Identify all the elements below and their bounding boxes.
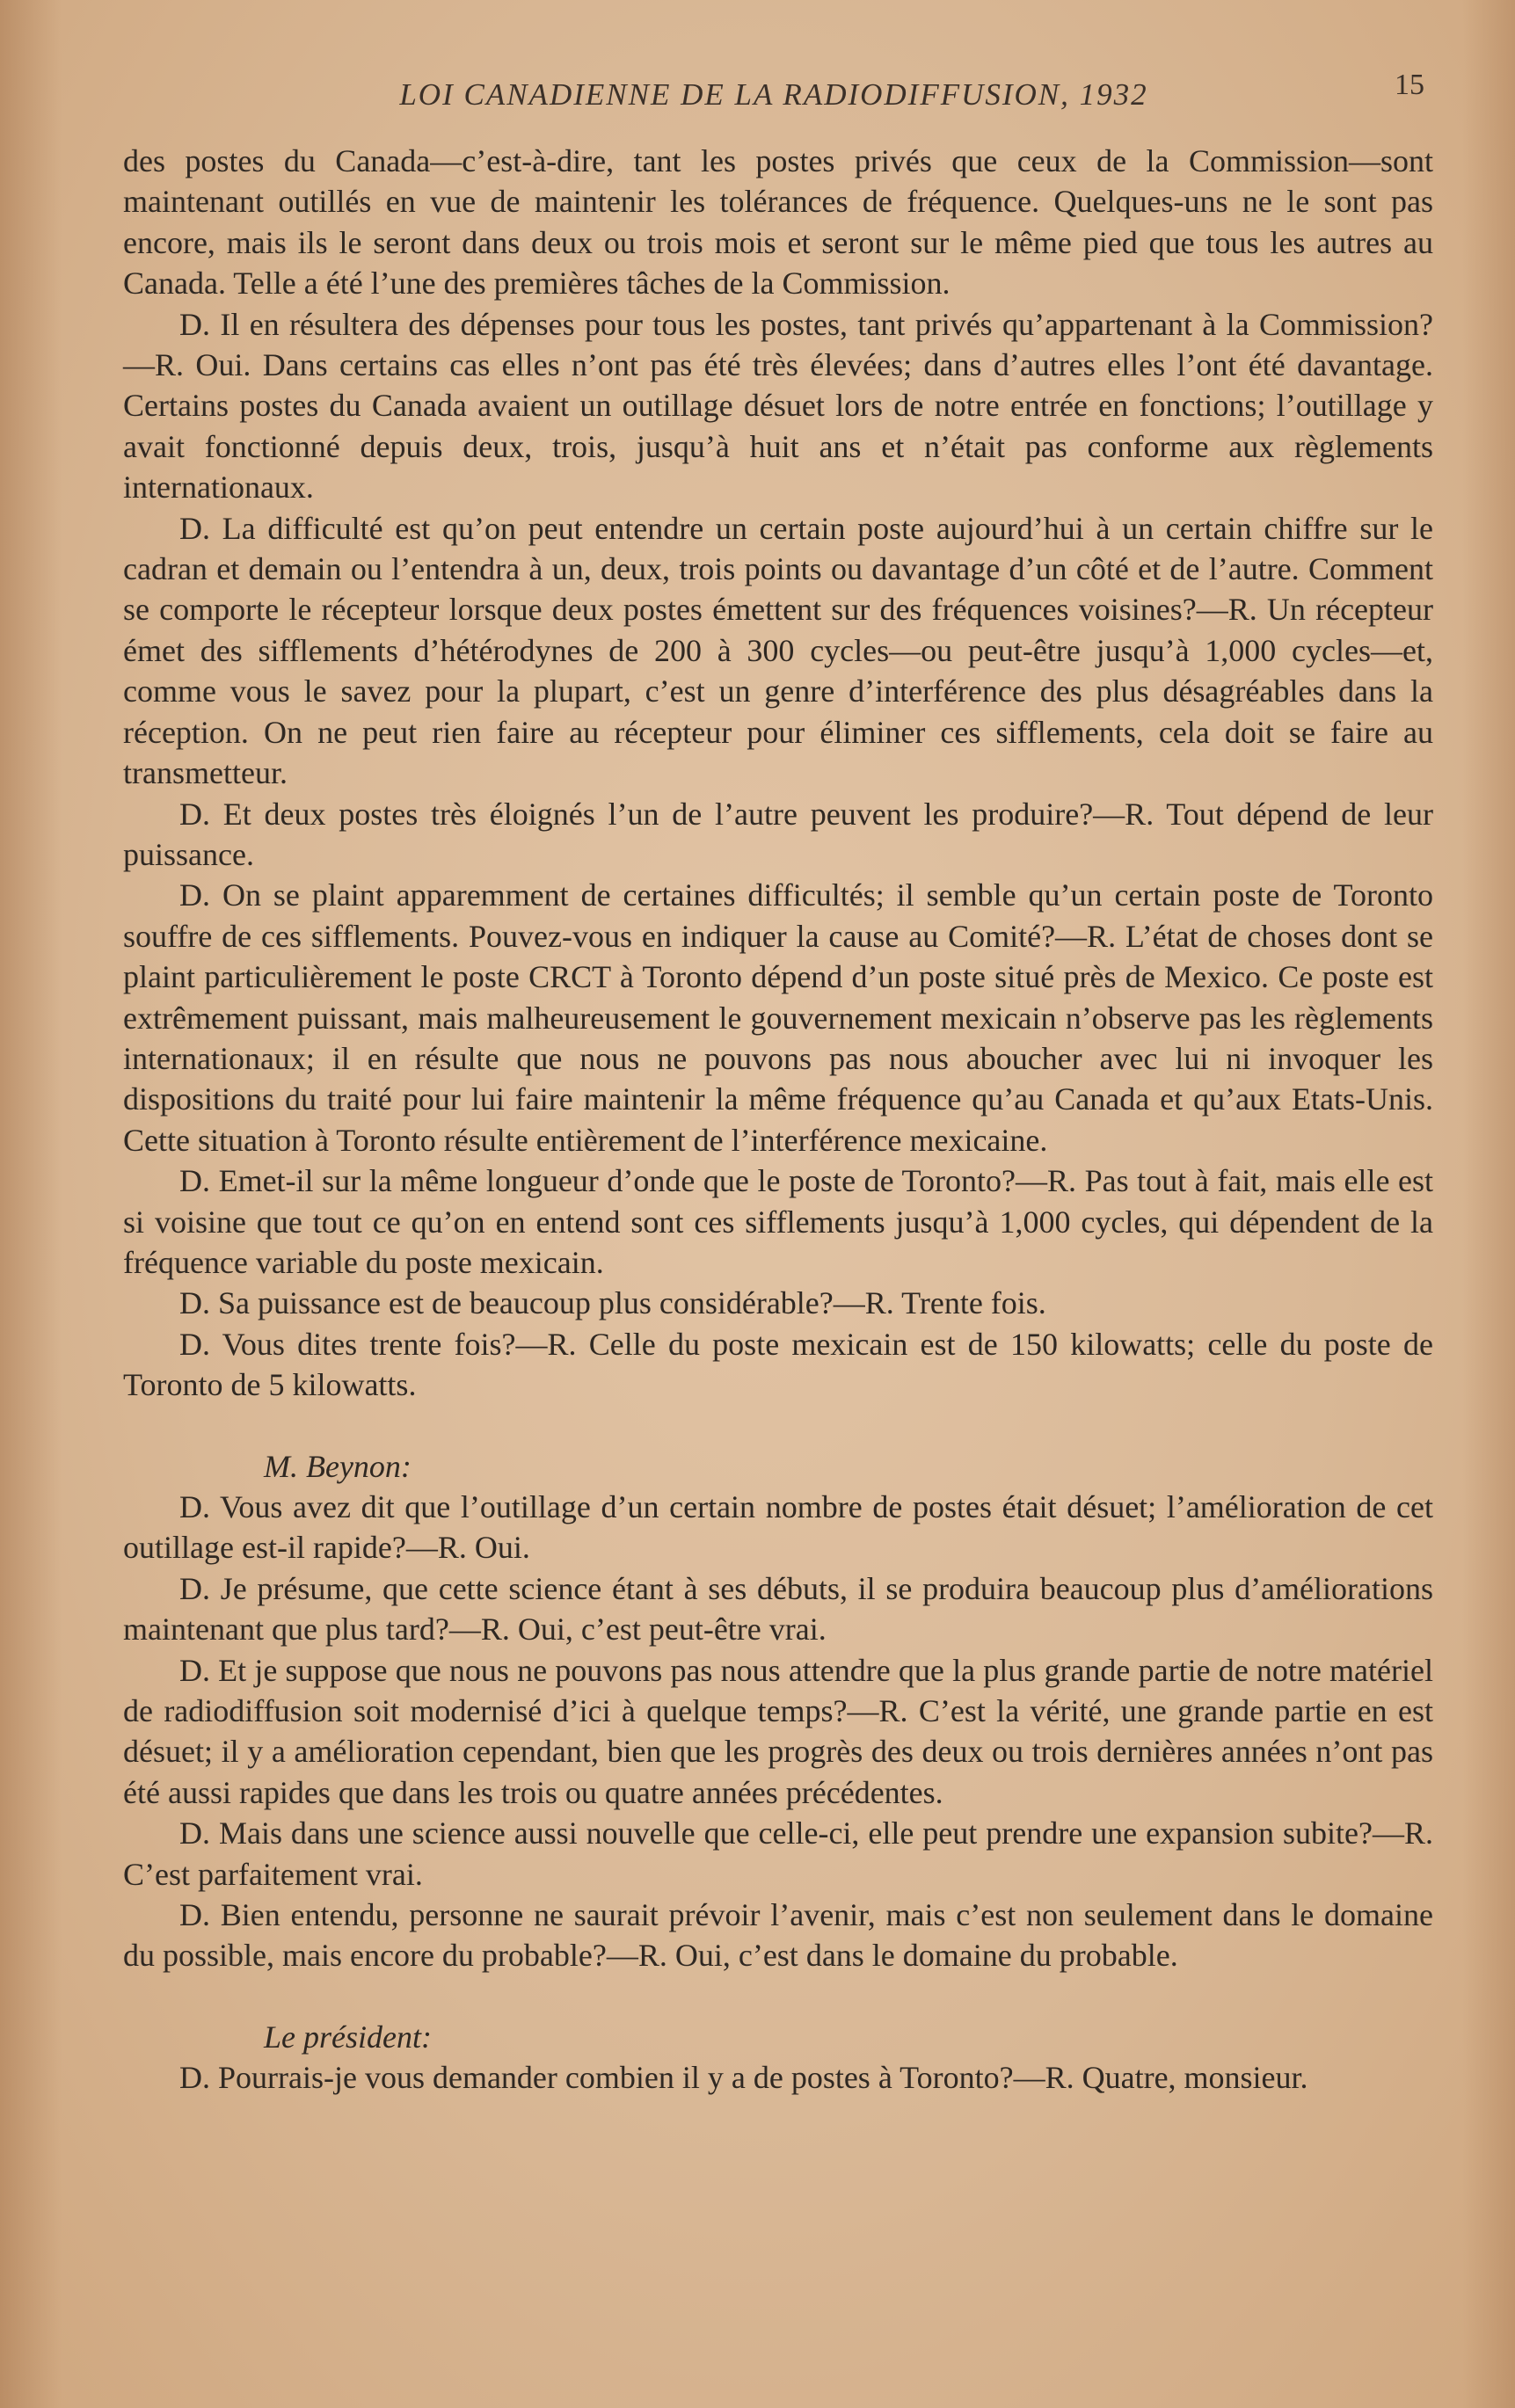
- paragraph: D. Mais dans une science aussi nouvelle que celle-ci, elle peut prendre une expansion subite?—R. C’est parfaitement vrai.: [123, 1815, 1433, 1892]
- paragraph: D. Vous dites trente fois?—R. Celle du poste mexicain est de 150 kilowatts; celle du poste de Toronto de 5 kilowatts.: [123, 1326, 1433, 1403]
- paragraph: D. Sa puissance est de beaucoup plus considérable?—R. Trente fois.: [179, 1285, 1046, 1321]
- paragraph: D. Et deux postes très éloignés l’un de l’autre peuvent les produire?—R. Tout dépend de leur puissance.: [123, 796, 1433, 872]
- paragraph: D. La difficulté est qu’on peut entendre un certain poste aujourd’hui à un certain chiffre sur le cadran et demain ou l’entendra à un, deux, trois points ou davantage d’un côté et de l’autre. Comment se comporte le récepteur lorsque deux postes émettent sur des fréquences voisines?—R. Un récepteur émet des sifflements d’hétérodynes de 200 à 300 cycles—ou peut-être jusqu’à 1,000 cycles—et, comme vous le savez pour la plupart, c’est un genre d’interférence des plus désagréables dans la réception. On ne peut rien faire au récepteur pour éliminer ces sifflements, cela doit se faire au transmetteur.: [123, 510, 1433, 791]
- page-header: [123, 69, 1424, 121]
- paragraph: D. Pourrais-je vous demander combien il y a de postes à Toronto?—R. Quatre, monsieur.: [179, 2060, 1308, 2096]
- paragraph: des postes du Canada—c’est-à-dire, tant les postes privés que ceux de la Commission—sont maintenant outillés en vue de maintenir les tolérances de fréquence. Quelques-uns ne le sont pas encore, mais ils le seront dans deux ou trois mois et seront sur le même pied que tous les autres au Canada. Telle a été l’une des premières tâches de la Commission.: [123, 143, 1433, 302]
- running-title: LOI CANADIENNE DE LA RADIODIFFUSION, 1932: [399, 77, 1148, 112]
- page-edge-shadow-right: [1462, 0, 1515, 2408]
- paragraph: D. Vous avez dit que l’outillage d’un certain nombre de postes était désuet; l’amélioration de cet outillage est-il rapide?—R. Oui.: [123, 1489, 1433, 1566]
- paragraph: D. Et je suppose que nous ne pouvons pas nous attendre que la plus grande partie de notre matériel de radiodiffusion soit modernisé d’ici à quelque temps?—R. C’est la vérité, une grande partie en est désuet; il y a amélioration cependant, bien que les progrès des deux ou trois dernières années n’ont pas été aussi rapides que dans les trois ou quatre années précédentes.: [123, 1652, 1433, 1810]
- paragraph: D. Je présume, que cette science étant à ses débuts, il se produira beaucoup plus d’améliorations maintenant que plus tard?—R. Oui, c’est peut-être vrai.: [123, 1570, 1433, 1648]
- paragraph: D. Il en résultera des dépenses pour tous les postes, tant privés qu’appartenant à la Commission?—R. Oui. Dans certains cas elles n’ont pas été très élevées; dans d’autres elles l’ont été davantage. Certains postes du Canada avaient un outillage désuet lors de notre entrée en fonctions; l’outillage y avait fonctionné depuis deux, trois, jusqu’à huit ans et n’était pas conforme aux règlements internationaux.: [123, 306, 1433, 506]
- paragraph: D. On se plaint apparemment de certaines difficultés; il semble qu’un certain poste de Toronto souffre de ces sifflements. Pouvez-vous en indiquer la cause au Comité?—R. L’état de choses dont se plaint particulièrement le poste CRCT à Toronto dépend d’un poste situé près de Mexico. Ce poste est extrêmement puissant, mais malheureusement le gouvernement mexicain n’observe pas les règlements internationaux; il en résulte que nous ne pouvons pas nous aboucher avec lui ni invoquer les dispositions du traité pour lui faire maintenir la même fréquence qu’au Canada et qu’aux Etats-Unis. Cette situation à Toronto résulte entièrement de l’interférence mexicaine.: [123, 877, 1433, 1158]
- speaker-heading: Le président:: [264, 2019, 432, 2055]
- paragraph: D. Emet-il sur la même longueur d’onde que le poste de Toronto?—R. Pas tout à fait, mais elle est si voisine que tout ce qu’on en entend sont ces sifflements jusqu’à 1,000 cycles, qui dépendent de la fréquence variable du poste mexicain.: [123, 1163, 1433, 1280]
- body-text: [123, 141, 1433, 2099]
- speaker-heading: M. Beynon:: [264, 1448, 412, 1484]
- page-edge-shadow-left: [0, 0, 62, 2408]
- paragraph: D. Bien entendu, personne ne saurait prévoir l’avenir, mais c’est non seulement dans le domaine du possible, mais encore du probable?—R. Oui, c’est dans le domaine du probable.: [123, 1897, 1433, 1974]
- section-gap: [123, 1976, 1433, 2017]
- page-number: 15: [1395, 69, 1424, 101]
- section-gap: [123, 1406, 1433, 1446]
